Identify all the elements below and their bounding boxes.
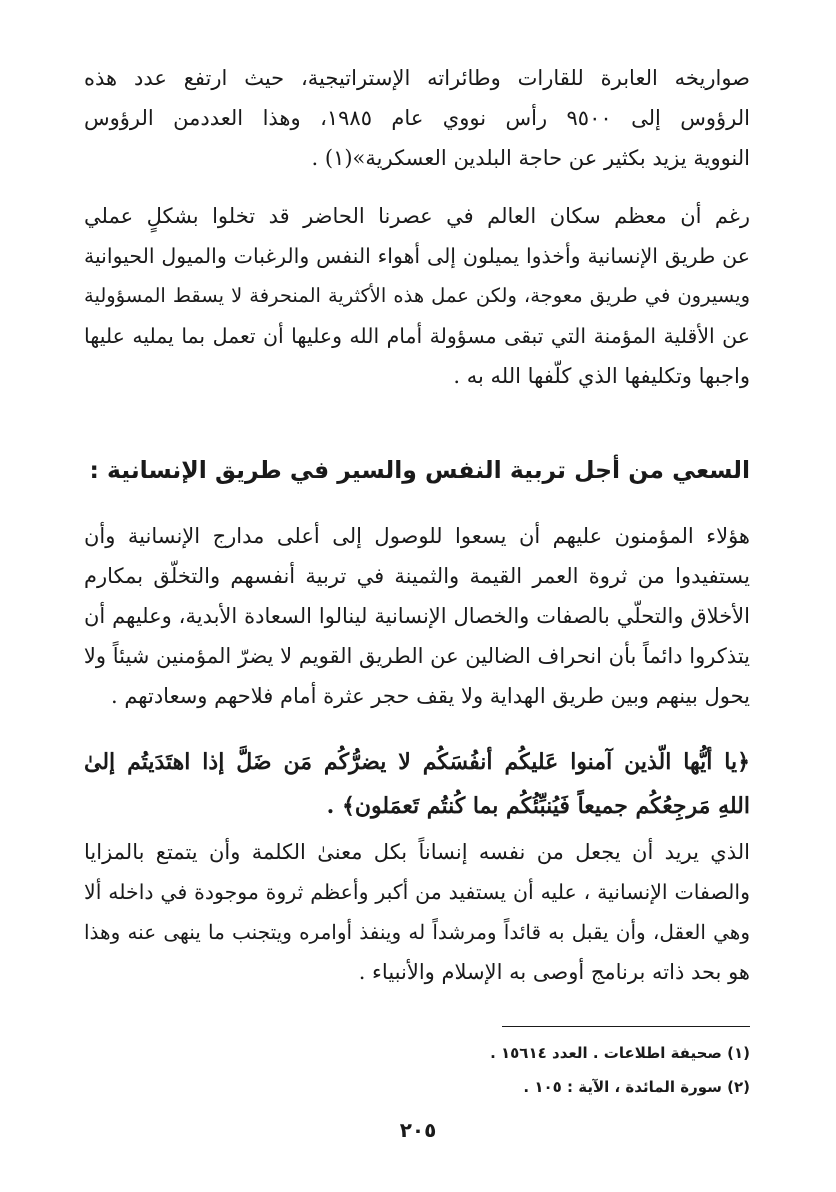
text-line: واجبها وتكليفها الذي كلّفها الله به . bbox=[453, 364, 750, 388]
paragraph-reason bbox=[84, 832, 750, 992]
text-line: صواريخه العابرة للقارات وطائراته الإستراتيجية، حيث ارتفع عدد هذه bbox=[84, 66, 750, 90]
text-line: ويسيرون في طريق معوجة، ولكن عمل هذه الأكثرية المنحرفة لا يسقط المسؤولية bbox=[84, 284, 750, 307]
paragraph-continuation bbox=[84, 58, 750, 178]
text-line: والصفات الإنسانية ، عليه أن يستفيد من أكبر وأعظم ثروة موجودة في داخله ألا bbox=[84, 880, 750, 904]
section-heading: السعي من أجل تربية النفس والسير في طريق الإنسانية : bbox=[89, 456, 750, 484]
text-line: الرؤوس إلى ٩٥٠٠ رأس نووي عام ١٩٨٥، وهذا العددمن الرؤوس bbox=[84, 106, 750, 130]
footnote-item: (١) صحيفة اطلاعات . العدد ١٥٦١٤ . bbox=[490, 1044, 750, 1062]
text-line: يستفيدوا من ثروة العمر القيمة والثمينة في تربية أنفسهم والتخلّق بمكارم bbox=[84, 564, 750, 588]
text-line: هو بحد ذاته برنامج أوصى به الإسلام والأنبياء . bbox=[358, 960, 750, 984]
text-line: وهي العقل، وأن يقبل به قائداً ومرشداً له وينفذ أوامره ويتجنب ما ينهى عنه وهذا bbox=[84, 920, 750, 944]
text-line: يتذكروا دائماً بأن انحراف الضالين عن الطريق القويم لا يضرّ المؤمنين شيئاً ولا bbox=[84, 644, 750, 668]
text-line: هؤلاء المؤمنون عليهم أن يسعوا للوصول إلى أعلى مدارج الإنسانية وأن bbox=[84, 524, 750, 548]
quran-verse bbox=[84, 740, 750, 828]
verse-line: ﴿يا أيُّها الّذين آمنوا عَليكُم أنفُسَكُم لا يضرُّكُم مَن ضَلَّ إذا اهتَدَيتُم إلىٰ bbox=[84, 749, 750, 775]
text-line: رغم أن معظم سكان العالم في عصرنا الحاضر قد تخلوا بشكلٍ عملي bbox=[84, 204, 750, 228]
text-line: يحول بينهم وبين طريق الهداية ولا يقف حجر عثرة أمام فلاحهم وسعادتهم . bbox=[110, 684, 750, 708]
text-line: النووية يزيد بكثير عن حاجة البلدين العسكرية»(١) . bbox=[311, 146, 750, 170]
text-line: عن طريق الإنسانية وأخذوا يميلون إلى أهواء النفس والرغبات والميول الحيوانية bbox=[84, 244, 750, 268]
footnotes bbox=[84, 1036, 750, 1104]
footnote-divider bbox=[502, 1026, 750, 1027]
text-line: الذي يريد أن يجعل من نفسه إنساناً بكل معنىٰ الكلمة وأن يتمتع بالمزايا bbox=[84, 840, 750, 864]
text-line: الأخلاق والتحلّي بالصفات والخصال الإنسانية لينالوا السعادة الأبدية، وعليهم أن bbox=[84, 604, 750, 628]
text-line: عن الأقلية المؤمنة التي تبقى مسؤولة أمام الله وعليها أن تعمل بما يمليه عليها bbox=[84, 324, 750, 348]
paragraph-believers bbox=[84, 516, 750, 716]
verse-line: اللهِ مَرجِعُكُم جميعاً فَيُنبِّئُكُم بما كُنتُم تَعمَلون﴾ . bbox=[326, 793, 750, 819]
footnote-item: (٢) سورة المائدة ، الآية : ١٠٥ . bbox=[523, 1078, 750, 1096]
page-number: ٢٠٥ bbox=[399, 1118, 437, 1142]
paragraph-majority bbox=[84, 196, 750, 396]
